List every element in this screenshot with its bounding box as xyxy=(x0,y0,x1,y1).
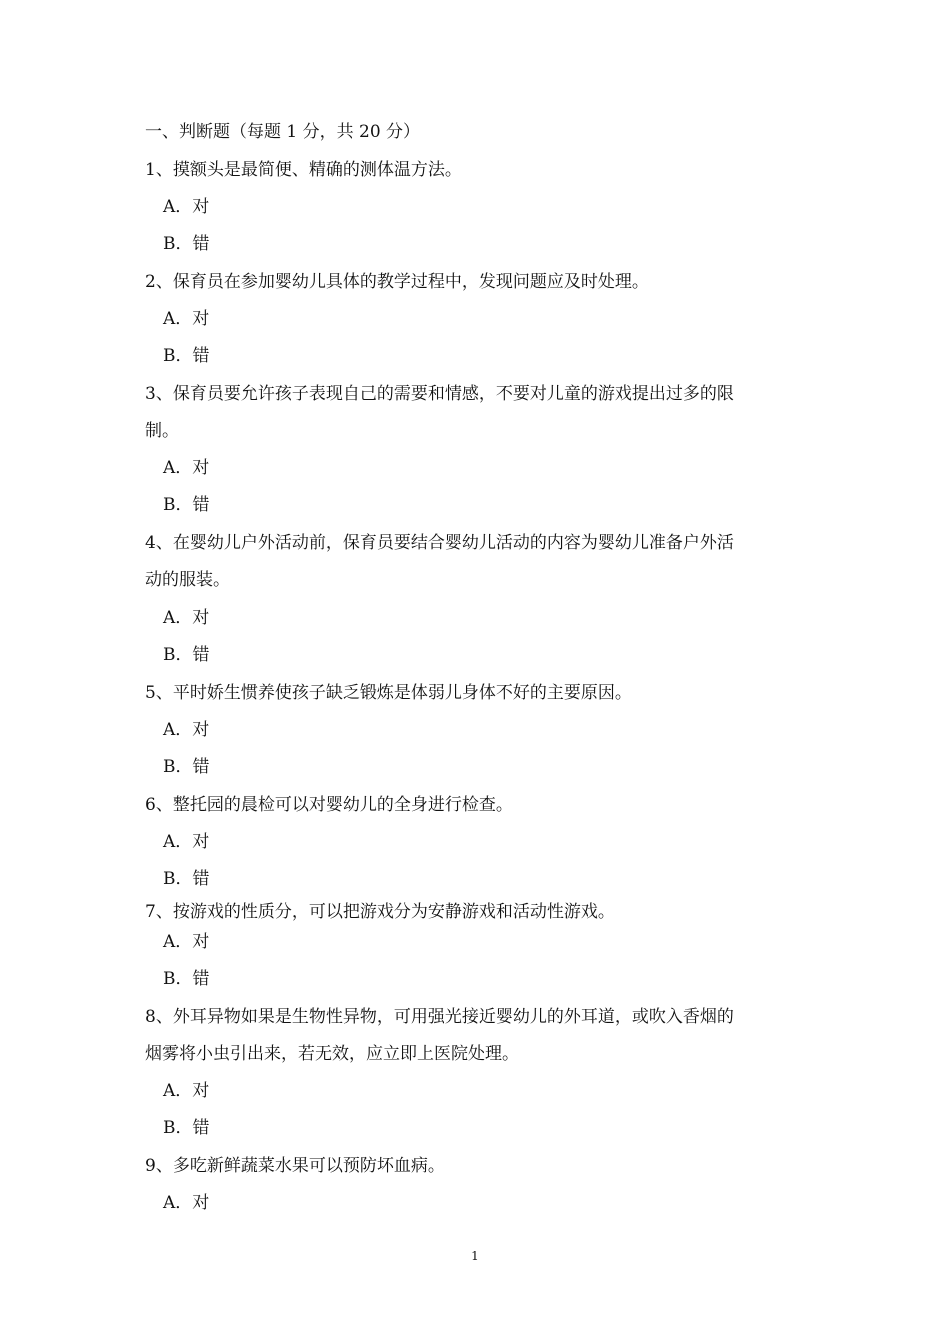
question-3-option-a: A．对 xyxy=(163,458,210,478)
question-6-option-b: B．错 xyxy=(163,869,210,889)
question-6-option-a: A．对 xyxy=(163,832,210,852)
question-4-text-line-1: 4、在婴幼儿户外活动前，保育员要结合婴幼儿活动的内容为婴幼儿准备户外活 xyxy=(145,533,734,553)
question-1-option-a: A．对 xyxy=(163,197,210,217)
question-5-option-b: B．错 xyxy=(163,757,210,777)
question-7-option-b: B．错 xyxy=(163,969,210,989)
question-9-option-a: A．对 xyxy=(163,1193,210,1213)
question-2-option-a: A．对 xyxy=(163,309,210,329)
page-number: 1 xyxy=(471,1249,479,1263)
question-2-text: 2、保育员在参加婴幼儿具体的教学过程中，发现问题应及时处理。 xyxy=(145,272,649,292)
question-9-text: 9、多吃新鲜蔬菜水果可以预防坏血病。 xyxy=(145,1156,445,1176)
question-3-text-line-2: 制。 xyxy=(145,421,179,441)
question-8-option-b: B．错 xyxy=(163,1118,210,1138)
question-4-option-b: B．错 xyxy=(163,645,210,665)
question-8-text-line-1: 8、外耳异物如果是生物性异物，可用强光接近婴幼儿的外耳道，或吹入香烟的 xyxy=(145,1007,734,1027)
question-8-text-line-2: 烟雾将小虫引出来，若无效，应立即上医院处理。 xyxy=(145,1044,519,1064)
question-7-option-a: A．对 xyxy=(163,932,210,952)
question-8-option-a: A．对 xyxy=(163,1081,210,1101)
question-1-text: 1、摸额头是最简便、精确的测体温方法。 xyxy=(145,160,462,180)
question-6-text: 6、整托园的晨检可以对婴幼儿的全身进行检查。 xyxy=(145,795,513,815)
question-1-option-b: B．错 xyxy=(163,234,210,254)
question-4-text-line-2: 动的服装。 xyxy=(145,570,230,590)
question-4-option-a: A．对 xyxy=(163,608,210,628)
question-3-text-line-1: 3、保育员要允许孩子表现自己的需要和情感，不要对儿童的游戏提出过多的限 xyxy=(145,384,734,404)
section-heading: 一、判断题（每题 1 分，共 20 分） xyxy=(145,122,421,142)
question-7-text: 7、按游戏的性质分，可以把游戏分为安静游戏和活动性游戏。 xyxy=(145,902,615,922)
question-5-option-a: A．对 xyxy=(163,720,210,740)
question-3-option-b: B．错 xyxy=(163,495,210,515)
question-5-text: 5、平时娇生惯养使孩子缺乏锻炼是体弱儿身体不好的主要原因。 xyxy=(145,683,632,703)
question-2-option-b: B．错 xyxy=(163,346,210,366)
